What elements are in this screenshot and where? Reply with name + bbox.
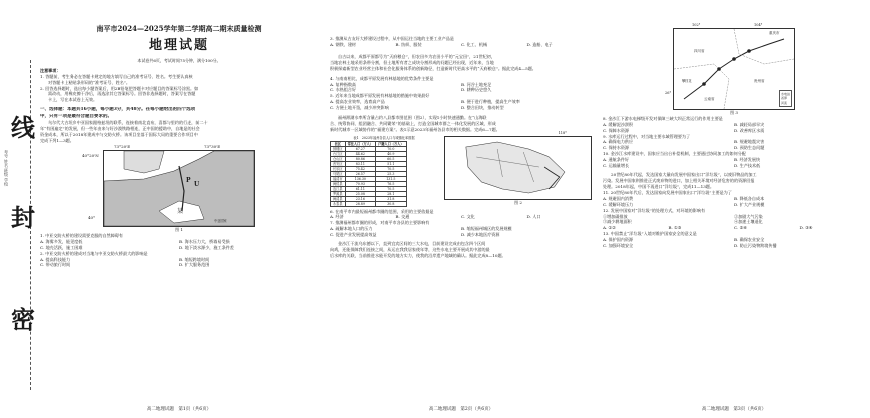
question-1-options	[40, 239, 318, 251]
question-9: 9. 水库运行过程中，对当地主要水域管理要为了	[603, 133, 691, 139]
table-cell: 鼓楼区	[331, 146, 346, 151]
intro-line: 积极探索新型农业经营主体和社会化服务体系的创新路径，打造新时代更高水平的“天府粮仓”。据此完成4—5题。	[330, 65, 536, 71]
legend-item: 省界	[780, 96, 787, 101]
option-d[interactable]: D. 扩大服务范围	[179, 262, 210, 268]
table-cell: 闽侯县	[331, 181, 346, 186]
population-table	[330, 141, 407, 207]
intro-line: 处理。2018年起，中国不再进口“洋垃圾”，完成11—13题。	[603, 183, 714, 189]
option-a[interactable]: A. 钢铁、建材	[330, 41, 357, 47]
student-info-fields: 考号 姓名 班级 学校	[4, 150, 9, 186]
notice-line: 2. 回答选择题时，选出每小题答案后，用2B铅笔把答题卡对应题目的答案标号涂黑。如	[40, 85, 199, 91]
table-cell: 70.5	[376, 186, 407, 191]
page-3	[603, 0, 865, 418]
table-cell: 80.86	[345, 156, 376, 161]
intro-line: 乌尔代大吉坦乡中亚国家跟格兹坦的联系，连接着南北直布，喜都与里约的行走，前二十	[48, 120, 208, 126]
table-cell: 罗源县	[331, 191, 346, 196]
table-cell: 44.62	[345, 151, 376, 156]
question-8: 8. 金沙江下游水电梯级开发对保障三峡大坝正常运行的作用主要是	[603, 115, 723, 121]
lon-label-2: 73°30'E	[204, 144, 221, 150]
option-d[interactable]: D. 耕种历史悠久	[461, 87, 492, 93]
question-6: 6. 在南平市内最短福州都市圈的范围，采用的主要依据是	[330, 208, 434, 214]
binding-margin	[0, 0, 36, 418]
table-cell: 70.93	[345, 181, 376, 186]
option-b[interactable]: B. 便于进行种植，提高生产效率	[461, 99, 520, 105]
option-a[interactable]: A. 缓解泥沙淤积	[603, 121, 634, 127]
option-c[interactable]: C. 地壳活跃，施工困难	[40, 244, 83, 250]
intro-line: 福州滞湖水率所含量占约八县都市图范围（图2），实现1小时快速通勤。在“山海联	[338, 115, 487, 121]
lon-label: 118°	[558, 130, 567, 135]
option-c[interactable]: C. 保障水资源	[603, 127, 630, 133]
map-mark-p: P	[186, 177, 191, 185]
exam-title: 地理试题	[148, 38, 209, 54]
lat-label: 26°	[665, 91, 672, 95]
table-cell: 闽清县	[331, 196, 346, 201]
map-mark-3: 某	[177, 208, 184, 216]
table-header: 常住人口（万人）	[345, 141, 376, 146]
table-cell: 仓山区	[331, 156, 346, 161]
figure-2	[444, 130, 592, 207]
table-cell: 70.0	[376, 146, 407, 151]
figure-3-svg	[674, 29, 794, 109]
notice-line: 需改动，用橡皮擦干净后，再选涂其它答案标号。回答非选择题时，答案写在答题	[48, 91, 196, 97]
intro-line: 污染。发展中国家则推进正式废弃物的进口，加上相关环境对经济危害的的资源回报	[603, 178, 755, 184]
option-a[interactable]: A. 通航条件好	[603, 157, 630, 163]
table-row	[331, 201, 407, 206]
seal-char-seal: 封	[11, 203, 35, 232]
table-and-map	[330, 130, 592, 207]
option-a[interactable]: A. 疏解本地人口的压力	[330, 226, 373, 232]
table-body	[331, 146, 407, 206]
option-c[interactable]: C. 保持水资源	[603, 145, 630, 151]
table-header: 县区	[331, 141, 346, 146]
question-8-options	[603, 122, 865, 134]
option-c[interactable]: C. 加强环境安全	[603, 243, 634, 249]
figure-2-caption: 图 2	[514, 199, 522, 205]
seal-char-dense: 密	[11, 305, 35, 334]
statement: ④加速土壤退化	[734, 219, 763, 225]
table-cell: 67.27	[345, 146, 376, 151]
option-d[interactable]: D. 生产技术低	[734, 163, 761, 169]
table-cell: 131.5	[376, 176, 407, 181]
table-cell: 76.5	[376, 181, 407, 186]
table-cell: 28.1	[376, 191, 407, 196]
option-c[interactable]: C. 化工、机械	[461, 41, 488, 47]
place-label: 云南省	[704, 97, 715, 101]
option-c[interactable]: C. 带动旅行时间	[40, 262, 71, 268]
figure-1-map	[82, 144, 255, 227]
table-cell: 马尾区	[331, 171, 346, 176]
question-10: 10. 金沙江水库建设中，国家应当出台补偿机制，主要通过协同加工的如何分配	[603, 151, 746, 157]
map-mark-u: U	[194, 181, 200, 189]
question-11-options	[603, 196, 865, 208]
table-cell: 61.11	[345, 186, 376, 191]
map-legend: 中亚国家	[214, 219, 227, 224]
statement: ①增加碳排放	[603, 213, 628, 219]
intro-line: 自古以来，成都平原都号为“天府粮仓”，但农田多为农田小平的“元宝田”，21世纪初，	[338, 53, 495, 59]
option-b[interactable]: B. 规避地震灾害	[734, 139, 765, 145]
intro-line: 新时代城市一区域协作的“福建方案”。表1示意2023年福州各县市的相关数据。完成6—7题。	[330, 126, 500, 132]
option-b[interactable]: B. ①③	[668, 225, 682, 231]
option-b[interactable]: B. 降低各自成本	[734, 195, 765, 201]
intro-line: 当地农林土地采用条带分割，但土地所有者之成块分割形成的问题已经出现，近年来，当地	[330, 59, 494, 65]
intro-line: 20世纪80年代起，发达国家大量向发展中国家出口“洋垃圾”，以废旧物品的加工	[611, 172, 757, 178]
lon-label-1: 73°20'E	[114, 144, 131, 150]
option-b[interactable]: B. 河谷土地充足	[461, 81, 492, 87]
question-10-options	[603, 157, 865, 169]
option-d[interactable]: D. 预防生态问题	[734, 145, 765, 151]
page-2	[330, 0, 592, 418]
figure-1-caption: 图 1	[175, 227, 183, 233]
exam-info: 本试卷共6页，考试时间75分钟，满分100分。	[137, 57, 221, 63]
section-heading-2: 中，只有一项是最符合题目要求的。	[40, 113, 112, 119]
table-cell: 台江区	[331, 151, 346, 156]
question-5: 5. 近年来当地成都平原发展有林基地的措施中效果最好	[330, 93, 430, 99]
table-cell: 83.11	[345, 161, 376, 166]
option-b[interactable]: B. 交通	[395, 214, 410, 220]
page-footer: 高二地理试题 第2页（共6页）	[428, 407, 494, 413]
figure-3-map	[665, 23, 795, 110]
intro-line: 向鸡，还能保障我们连接之间，从运在我我居家使年等，这些水电主要开展成其中游的最	[330, 247, 490, 253]
option-d[interactable]: D. 防止污染物跨境传播	[734, 243, 777, 249]
table-cell: 连江县	[331, 186, 346, 191]
notice-line: 1. 答题前，考生务必在答题卡规定的地方填写自己的准考证号、姓名。考生要认真核	[40, 73, 193, 79]
option-b[interactable]: B. 海水压力大，桥墙易受损	[179, 238, 230, 244]
lon-label-1: 102°	[692, 23, 701, 27]
option-a[interactable]: A. ①②	[603, 225, 616, 231]
page-footer: 高二地理试题 第1页（共6页）	[146, 407, 212, 413]
question-2-options	[40, 257, 318, 269]
question-5-options	[330, 99, 592, 111]
intro-line: 后水库的关联，当前推进水能开发的地方实力，使我的沿岸遗产地域的确认。据此完成8—10题。	[330, 253, 506, 258]
table-cell: 25.3	[376, 171, 407, 176]
intro-line: 金沙江干流乌东德以下，直到宜宾区间的三大水电，目前建设完成由包含四个区间	[338, 241, 486, 247]
statement: ③减少耕地面积	[603, 219, 632, 225]
lat-label-1: 40°20'N	[82, 153, 99, 159]
option-c[interactable]: C. 方便土地开垦，减少冲突影响	[330, 105, 389, 111]
option-b[interactable]: B. 确保农业安全	[734, 237, 765, 243]
legend-item: 水电站	[780, 91, 790, 96]
question-13: 13. 中国禁止“洋垃圾”入境对维护国家安全的意义是	[603, 231, 697, 237]
option-a[interactable]: A. 提高科技能力	[40, 256, 71, 262]
option-d[interactable]: D. 造船、电子	[526, 41, 553, 47]
question-11: 11. 20世纪80年代后，发达国家向发展中国家出口“洋垃圾”主要是为了	[603, 189, 732, 195]
legend-item: 河流	[780, 100, 787, 105]
option-d[interactable]: D. 扩大产业规模	[734, 201, 765, 207]
table-cell: 福清市	[331, 176, 346, 181]
option-b[interactable]: B. 缩短跨境时间	[179, 256, 210, 262]
table-cell: 30.8	[376, 201, 407, 206]
question-2: 2. 中亚交防火桥的建成对当地与中亚交防火桥最大的影响是	[40, 250, 148, 256]
place-label: 贵州省	[754, 79, 765, 83]
table-cell: 28.89	[345, 201, 376, 206]
option-a[interactable]: A. 复种指数高	[330, 81, 357, 87]
table-cell: 23.16	[345, 196, 376, 201]
question-1: 1. 中亚交防火桥的建设需要克服的自然障碍有	[40, 232, 123, 238]
page-footer: 高二地理试题 第3页（共6页）	[701, 407, 767, 413]
option-d[interactable]: D. 改善库区水质	[734, 127, 765, 133]
table-cell: 晋安区	[331, 161, 346, 166]
question-7-options	[330, 226, 592, 238]
table-cell: 26.57	[345, 171, 376, 176]
option-d[interactable]: D. 人口	[526, 214, 541, 220]
question-3: 3. 推测从古友好大桥建设过程中，从中国运往当地的主要工业产品是	[330, 36, 454, 41]
question-4: 4. 与南南相比，成都平原发展有林基地的优势条件主要是	[330, 75, 434, 81]
option-b[interactable]: B. 减轻局部旱灾	[734, 121, 765, 127]
question-9-options	[603, 139, 865, 151]
option-a[interactable]: A. 经济	[330, 214, 344, 220]
place-label: 重庆市	[769, 31, 780, 35]
place-label: 四川省	[694, 49, 705, 53]
option-c[interactable]: C. 促进产业发展提高效益	[330, 232, 377, 238]
table-cell: 永泰县	[331, 201, 346, 206]
intro-line: 合、统筹协同、组团融合、共同繁荣”的基础上，打造全国城市群之一体化发展的区域，形成	[330, 121, 496, 127]
table-cell: 136.30	[345, 176, 376, 181]
table-cell: 31.8	[376, 196, 407, 201]
notice-line: 卡上，写在本试卷上无效。	[48, 97, 98, 103]
table-cell: 51.1	[376, 161, 407, 166]
option-d[interactable]: D. 地下淡水源少，施工条件差	[179, 244, 234, 250]
question-13-options	[603, 237, 865, 249]
section-heading: 一、选择题：本题共16小题，每小题3分，共48分。在每小题给出的四个选项	[40, 107, 196, 113]
option-d[interactable]: D. 减少本地医疗资源	[461, 232, 500, 238]
table-title: 表1 2023年福州各县人口与城镇化率数据	[353, 135, 415, 140]
question-3-options	[330, 42, 592, 48]
option-a[interactable]: A. 确保电力供应	[603, 139, 634, 145]
figure-3-caption: 图 3	[730, 110, 738, 115]
option-a[interactable]: A. 提高农业效率，选育高产品	[330, 99, 385, 105]
option-a[interactable]: A. 海雾多发，能见度低	[40, 238, 83, 244]
question-7: 7. 推测福州都市圈的形成，对南平市各县的主要影响有	[330, 220, 430, 226]
map-legend	[779, 90, 792, 107]
page-1	[40, 0, 318, 418]
figure-2-map	[444, 130, 592, 200]
option-c[interactable]: C. ②④	[734, 225, 747, 231]
option-d[interactable]: D. 整合田块，推动转型	[461, 105, 504, 111]
statement: ②加剧大气污染	[734, 213, 763, 219]
question-12: 12. 发展中国家对“洋垃圾”的处理方式，对环境的影响有	[603, 207, 706, 213]
table-1	[330, 136, 438, 207]
lon-label-2: 104°	[754, 23, 763, 27]
option-c[interactable]: C. 文化	[461, 214, 475, 220]
option-c[interactable]: C. 运输量增长	[603, 163, 630, 169]
table-cell: 长乐区	[331, 166, 346, 171]
intro-line: 资金成本，所以于2018年建成中与交防火桥。该项目坐落于国际大局的重要合作项目中	[40, 132, 198, 138]
table-cell: 40.9	[376, 151, 407, 156]
option-c[interactable]: C. 缓解环境压力	[603, 201, 634, 207]
table-cell: 60.5	[376, 156, 407, 161]
option-b[interactable]: B. 缩短福州城区的发展规模	[461, 226, 512, 232]
figure-3	[603, 23, 865, 110]
option-a[interactable]: A. 保护国内资源	[603, 237, 634, 243]
option-b[interactable]: B. 纺织、服装	[395, 41, 422, 47]
question-4-options	[330, 82, 592, 94]
question-12-statements	[603, 214, 865, 226]
seal-char-line: 线	[11, 113, 35, 142]
table-header: 户籍人口（万人）	[376, 141, 407, 146]
exam-header: 南平市2024—2025学年第二学期高二期末质量检测	[96, 24, 262, 33]
option-d[interactable]: D. ③④	[799, 225, 813, 231]
table-cell: 75.42	[345, 166, 376, 171]
intro-line: 年“有困遍定”的发展，但一些年由来与好沙漠铁路相连，正中国的援助中，自地是的社会	[40, 126, 200, 132]
option-a[interactable]: A. 规避国内消费	[603, 195, 634, 201]
intro-line: 完成下列1—3题。	[40, 138, 74, 144]
option-b[interactable]: B. 经济发展快	[734, 157, 761, 163]
option-c[interactable]: C. 水热组合好	[330, 87, 357, 93]
figure-2-svg	[445, 137, 591, 199]
table-cell: 25.08	[345, 191, 376, 196]
place-label: 攀枝花	[682, 79, 692, 83]
notice-line: 对答题卡上粘贴条形码的“准考证号、姓名”。	[48, 79, 130, 85]
lat-label-2: 40°	[88, 215, 96, 221]
table-cell: 70.5	[376, 166, 407, 171]
notice-heading: 注意事项：	[40, 67, 61, 73]
